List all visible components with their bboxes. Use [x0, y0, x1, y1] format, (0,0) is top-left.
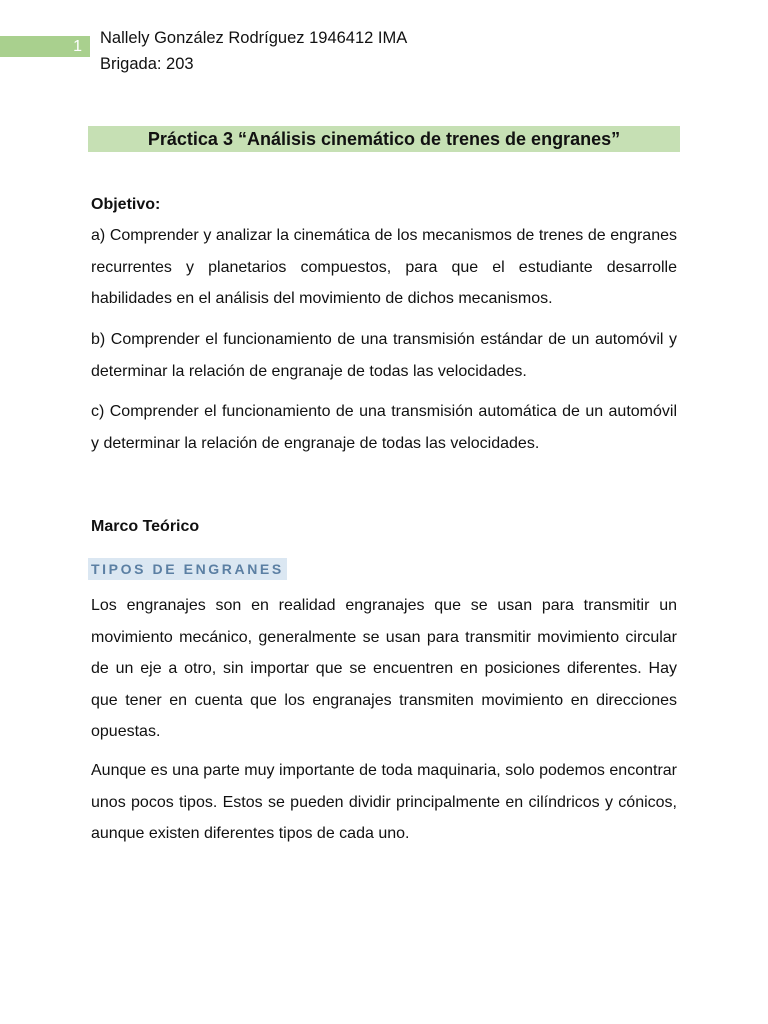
header-brigade-line: Brigada: 203 — [100, 55, 194, 73]
objective-c: c) Comprender el funcionamiento de una transmisión automática de un automóvil y determinar la relación de engranaje de todas las velocidades. — [91, 403, 677, 452]
document-title: Práctica 3 “Análisis cinemático de trenes de engranes” — [147, 129, 621, 149]
objective-a: a) Comprender y analizar la cinemática de los mecanismos de trenes de engranes recurrentes y planetarios compuestos, para que el estudiante desarrolle habilidades en el análisis del movimiento de dichos mecanismos. — [91, 227, 677, 307]
body-paragraph: Aunque es una parte muy importante de toda maquinaria, solo podemos encontrar unos pocos tipos. Estos se pueden dividir principalmente en cilíndricos y cónicos, aunque existen diferentes tipos de cada uno. — [91, 762, 677, 842]
subsection-heading-tipos-de-engranes: TIPOS DE ENGRANES — [88, 558, 287, 580]
section-heading-marco-teorico: Marco Teórico — [91, 518, 200, 535]
body-paragraph: Los engranajes son en realidad engranajes que se usan para transmitir un movimiento mecánico, generalmente se usan para transmitir movimiento circular de un eje a otro, sin importar que se encuentren en posiciones diferentes. Hay que tener en cuenta que los engranajes transmiten movimiento en direcciones opuestas. — [91, 597, 677, 740]
page-number-bar — [0, 36, 90, 57]
header-author-line: Nallely González Rodríguez 1946412 IMA — [100, 29, 408, 47]
objective-label: Objetivo: — [91, 196, 161, 213]
title-banner — [88, 126, 680, 152]
page-number: 1 — [73, 38, 82, 55]
objective-b: b) Comprender el funcionamiento de una transmisión estándar de un automóvil y determinar la relación de engranaje de todas las velocidades. — [91, 331, 677, 380]
